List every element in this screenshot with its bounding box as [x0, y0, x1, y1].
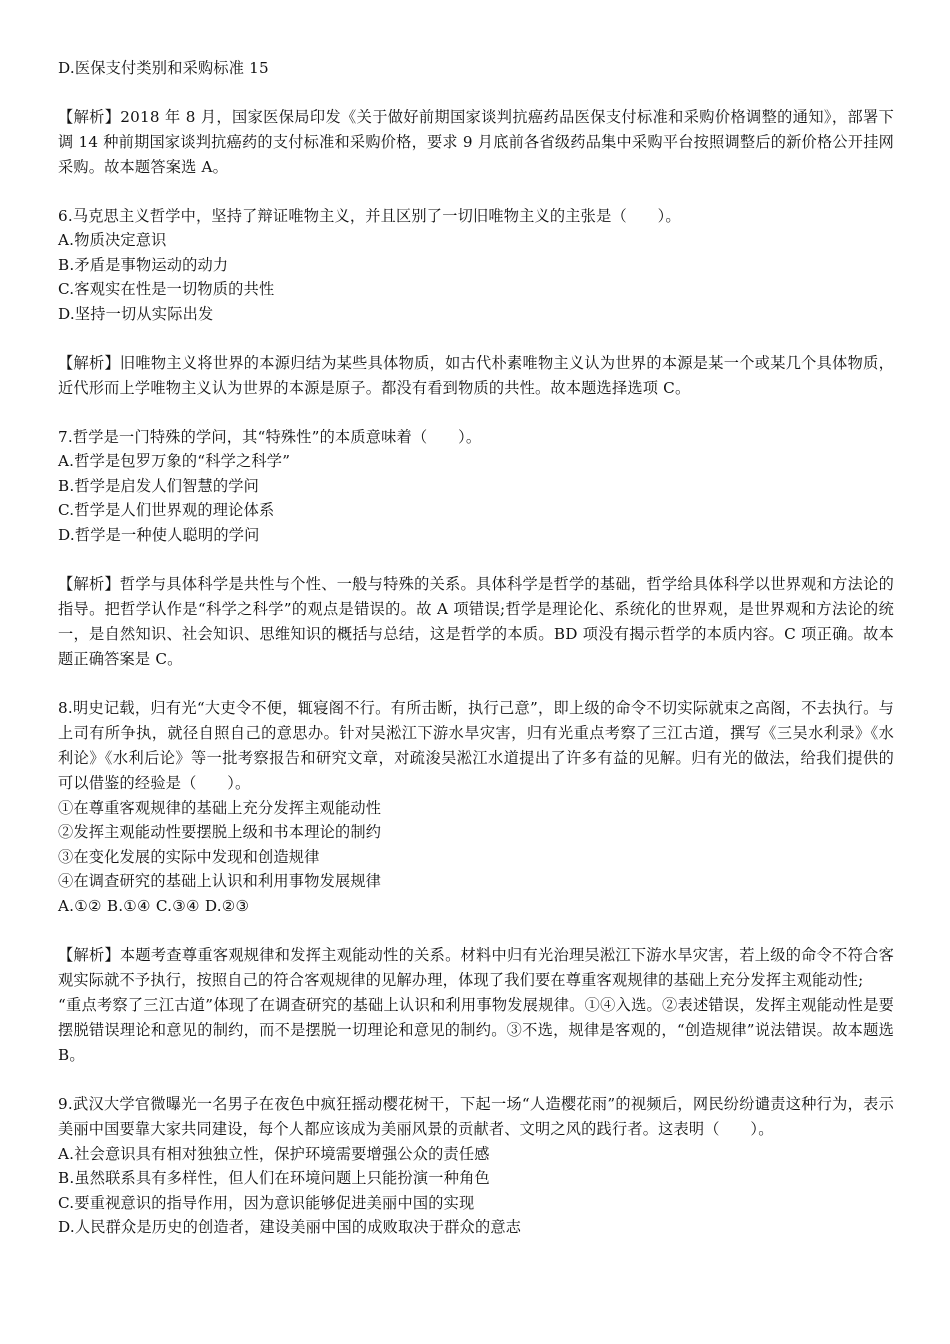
- q6-analysis: 【解析】旧唯物主义将世界的本源归结为某些具体物质，如古代朴素唯物主义认为世界的本源是某一个或某几个具体物质，近代形而上学唯物主义认为世界的本源是原子。都没有看到物质的共性。故本题选择选项 C。: [58, 353, 894, 397]
- q9-option-d: D.人民群众是历史的创造者，建设美丽中国的成败取决于群众的意志: [58, 1218, 522, 1237]
- q8-statement-2: ②发挥主观能动性要摆脱上级和书本理论的制约: [58, 823, 382, 842]
- q9-option-b: B.虽然联系具有多样性，但人们在环境问题上只能扮演一种角色: [58, 1169, 490, 1188]
- q7-option-a: A.哲学是包罗万象的“科学之科学”: [58, 452, 291, 471]
- q5-analysis: 【解析】2018 年 8 月，国家医保局印发《关于做好前期国家谈判抗癌药品医保支付标准和采购价格调整的通知》，部署下调 14 种前期国家谈判抗癌药的支付标准和采购价格，要求 9 月底前各省级药品集中采购平台按照调整后的新价格公开挂网采购。故本题答案选 A。: [58, 107, 894, 176]
- q6-option-d: D.坚持一切从实际出发: [58, 304, 214, 323]
- document-page: [58, 56, 894, 1240]
- q5-option-d: D.医保支付类别和采购标准 15: [58, 59, 269, 77]
- q9-option-a: A.社会意识具有相对独独立性，保护环境需要增强公众的责任感: [58, 1144, 490, 1163]
- q8-statement-4: ④在调查研究的基础上认识和利用事物发展规律: [58, 872, 382, 891]
- q7-option-d: D.哲学是一种使人聪明的学问: [58, 525, 260, 544]
- q9-option-c: C.要重视意识的指导作用，因为意识能够促进美丽中国的实现: [58, 1193, 475, 1212]
- q6-stem: 6.马克思主义哲学中，坚持了辩证唯物主义，并且区别了一切旧唯物主义的主张是（ ）。: [58, 206, 681, 225]
- q8-options: A.①② B.①④ C.③④ D.②③: [58, 896, 250, 915]
- q7-option-b: B.哲学是启发人们智慧的学问: [58, 476, 260, 495]
- q6-option-b: B.矛盾是事物运动的动力: [58, 255, 229, 274]
- q8-statement-3: ③在变化发展的实际中发现和创造规律: [58, 847, 320, 866]
- q7-stem: 7.哲学是一门特殊的学问，其“特殊性”的本质意味着（ ）。: [58, 427, 482, 446]
- q8-analysis-part1: 【解析】本题考查尊重客观规律和发挥主观能动性的关系。材料中归有光治理吴淞江下游水旱灾害，若上级的命令不符合客观实际就不予执行，按照自己的符合客观规律的见解办理，体现了我们要在尊重客观规律的基础上充分发挥主观能动性;: [58, 945, 894, 989]
- q8-stem: 8.明史记载，归有光“大吏令不便，辄寝阁不行。有所击断，执行己意”，即上级的命令不切实际就束之高阁，不去执行。与上司有所争执，就径自照自己的意思办。针对吴淞江下游水旱灾害，归有光重点考察了三江古道，撰写《三吴水利录》《水利论》《水利后论》等一批考察报告和研究文章，对疏浚吴淞江水道提出了许多有益的见解。归有光的做法，给我们提供的可以借鉴的经验是（ ）。: [58, 698, 894, 792]
- q9-stem: 9.武汉大学官微曝光一名男子在夜色中疯狂摇动樱花树干，下起一场“人造樱花雨”的视频后，网民纷纷谴责这种行为，表示美丽中国要靠大家共同建设，每个人都应该成为美丽风景的贡献者、文明之风的践行者。这表明（ ）。: [58, 1094, 894, 1138]
- q8-analysis-part2: “重点考察了三江古道”体现了在调查研究的基础上认识和利用事物发展规律。①④入选。②表述错误，发挥主观能动性是要摆脱错误理论和意见的制约，而不是摆脱一切理论和意见的制约。③不选，规律是客观的，“创造规律”说法错误。故本题选 B。: [58, 995, 894, 1064]
- q6-option-c: C.客观实在性是一切物质的共性: [58, 280, 275, 299]
- q8-statement-1: ①在尊重客观规律的基础上充分发挥主观能动性: [58, 798, 382, 817]
- q7-option-c: C.哲学是人们世界观的理论体系: [58, 501, 275, 520]
- q6-option-a: A.物质决定意识: [58, 231, 167, 250]
- q7-analysis: 【解析】哲学与具体科学是共性与个性、一般与特殊的关系。具体科学是哲学的基础，哲学给具体科学以世界观和方法论的指导。把哲学认作是“科学之科学”的观点是错误的。故 A 项错误;哲学是理论化、系统化的世界观，是世界观和方法论的统一，是自然知识、社会知识、思维知识的概括与总结，这是哲学的本质。BD 项没有揭示哲学的本质内容。C 项正确。故本题正确答案是 C。: [58, 574, 894, 668]
